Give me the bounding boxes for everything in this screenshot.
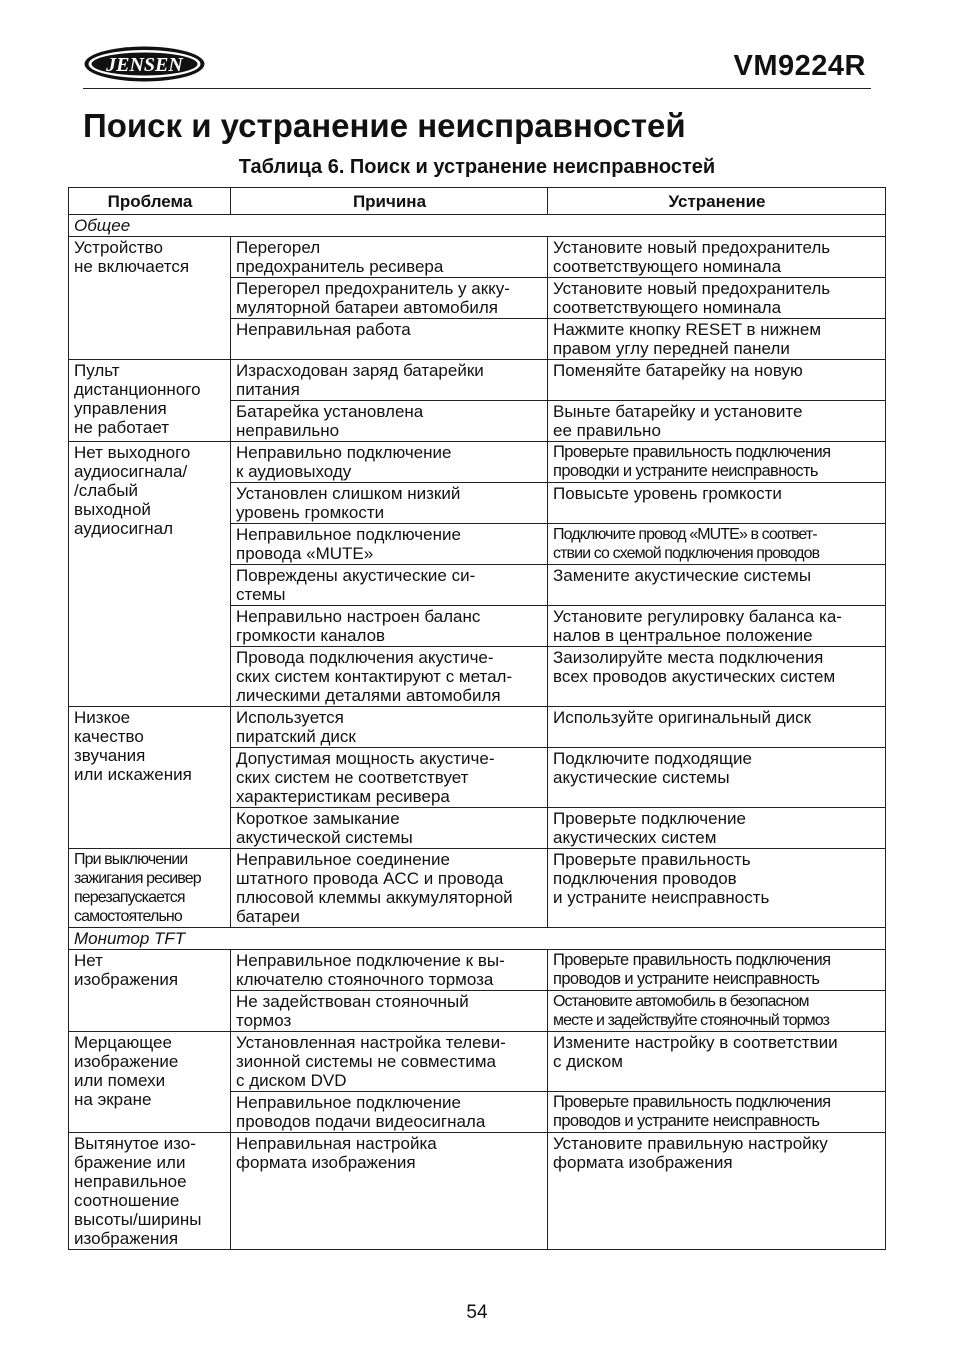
fix-cell: Заизолируйте места подключения всех проводов акустических систем: [548, 647, 886, 707]
problem-cell: Мерцающее изображение или помехи на экране: [69, 1032, 231, 1133]
svg-text:JENSEN: JENSEN: [106, 54, 183, 76]
jensen-logo: [83, 45, 206, 83]
problem-cell: Нет выходного аудиосигнала/ /слабый выходной аудиосигнал: [69, 442, 231, 707]
cause-cell: Неправильное подключение к вы- ключателю стояночного тормоза: [231, 950, 548, 991]
cause-cell: Неправильное подключение провода «MUTE»: [231, 524, 548, 565]
problem-cell: Нет изображения: [69, 950, 231, 1032]
fix-cell: Нажмите кнопку RESET в нижнем правом углу передней панели: [548, 319, 886, 360]
problem-cell: При выключении зажигания ресивер перезапускается самостоятельно: [69, 849, 231, 928]
section-title: Монитор TFT: [69, 928, 886, 950]
fix-cell: Проверьте подключение акустических систем: [548, 808, 886, 849]
cause-cell: Используется пиратский диск: [231, 707, 548, 748]
fix-cell: Установите новый предохранитель соответствующего номинала: [548, 237, 886, 278]
cause-cell: Не задействован стояночный тормоз: [231, 991, 548, 1032]
problem-cell: Пульт дистанционного управления не работает: [69, 360, 231, 442]
section-title: Общее: [69, 215, 886, 237]
header-divider: [83, 88, 871, 89]
table-row: [69, 1032, 886, 1092]
table-row: [69, 707, 886, 748]
problem-cell: Вытянутое изо- бражение или неправильное соотношение высоты/ширины изображения: [69, 1133, 231, 1250]
cause-cell: Израсходован заряд батарейки питания: [231, 360, 548, 401]
cause-cell: Батарейка установлена неправильно: [231, 401, 548, 442]
column-header-problem: Проблема: [69, 188, 231, 215]
table-row: [69, 849, 886, 928]
fix-cell: Проверьте правильность подключения проводки и устраните неисправность: [548, 442, 886, 483]
table-row: [69, 950, 886, 991]
table-header-row: [69, 188, 886, 215]
section-row-general: [69, 215, 886, 237]
problem-cell: Устройство не включается: [69, 237, 231, 360]
cause-cell: Установленная настройка телеви- зионной системы не совместима с диском DVD: [231, 1032, 548, 1092]
cause-cell: Неправильная работа: [231, 319, 548, 360]
fix-cell: Установите правильную настройку формата изображения: [548, 1133, 886, 1250]
column-header-fix: Устранение: [548, 188, 886, 215]
cause-cell: Допустимая мощность акустиче- ских систем не соответствует характеристикам ресивера: [231, 748, 548, 808]
page-title: Поиск и устранение неисправностей: [83, 107, 686, 144]
cause-cell: Неправильная настройка формата изображения: [231, 1133, 548, 1250]
page-number: 54: [466, 1302, 488, 1323]
cause-cell: Повреждены акустические си- стемы: [231, 565, 548, 606]
section-row-tft: [69, 928, 886, 950]
problem-cell: Низкое качество звучания или искажения: [69, 707, 231, 849]
fix-cell: Измените настройку в соответствии с диском: [548, 1032, 886, 1092]
fix-cell: Подключите подходящие акустические системы: [548, 748, 886, 808]
table-row: [69, 237, 886, 278]
fix-cell: Повысьте уровень громкости: [548, 483, 886, 524]
fix-cell: Подключите провод «MUTE» в соответ- ствии со схемой подключения проводов: [548, 524, 886, 565]
column-header-cause: Причина: [231, 188, 548, 215]
fix-cell: Выньте батарейку и установите ее правильно: [548, 401, 886, 442]
fix-cell: Установите новый предохранитель соответствующего номинала: [548, 278, 886, 319]
table-row: [69, 442, 886, 483]
cause-cell: Неправильно подключение к аудиовыходу: [231, 442, 548, 483]
cause-cell: Провода подключения акустиче- ских систем контактируют с метал- лическими деталями автомобиля: [231, 647, 548, 707]
fix-cell: Проверьте правильность подключения проводов и устраните неисправность: [548, 1092, 886, 1133]
troubleshooting-table: [68, 187, 886, 1250]
fix-cell: Проверьте правильность подключения проводов и устраните неисправность: [548, 849, 886, 928]
cause-cell: Короткое замыкание акустической системы: [231, 808, 548, 849]
cause-cell: Установлен слишком низкий уровень громкости: [231, 483, 548, 524]
table-caption: Таблица 6. Поиск и устранение неисправностей: [238, 156, 716, 178]
fix-cell: Поменяйте батарейку на новую: [548, 360, 886, 401]
cause-cell: Неправильное подключение проводов подачи видеосигнала: [231, 1092, 548, 1133]
fix-cell: Проверьте правильность подключения проводов и устраните неисправность: [548, 950, 886, 991]
fix-cell: Используйте оригинальный диск: [548, 707, 886, 748]
cause-cell: Неправильно настроен баланс громкости каналов: [231, 606, 548, 647]
fix-cell: Остановите автомобиль в безопасном месте и задействуйте стояночный тормоз: [548, 991, 886, 1032]
cause-cell: Перегорел предохранитель ресивера: [231, 237, 548, 278]
model-number: VM9224R: [733, 50, 866, 82]
cause-cell: Неправильное соединение штатного провода ACC и провода плюсовой клеммы аккумуляторной батареи: [231, 849, 548, 928]
table-row: [69, 1133, 886, 1250]
cause-cell: Перегорел предохранитель у акку- муляторной батареи автомобиля: [231, 278, 548, 319]
fix-cell: Замените акустические системы: [548, 565, 886, 606]
table-row: [69, 360, 886, 401]
fix-cell: Установите регулировку баланса ка- налов в центральное положение: [548, 606, 886, 647]
